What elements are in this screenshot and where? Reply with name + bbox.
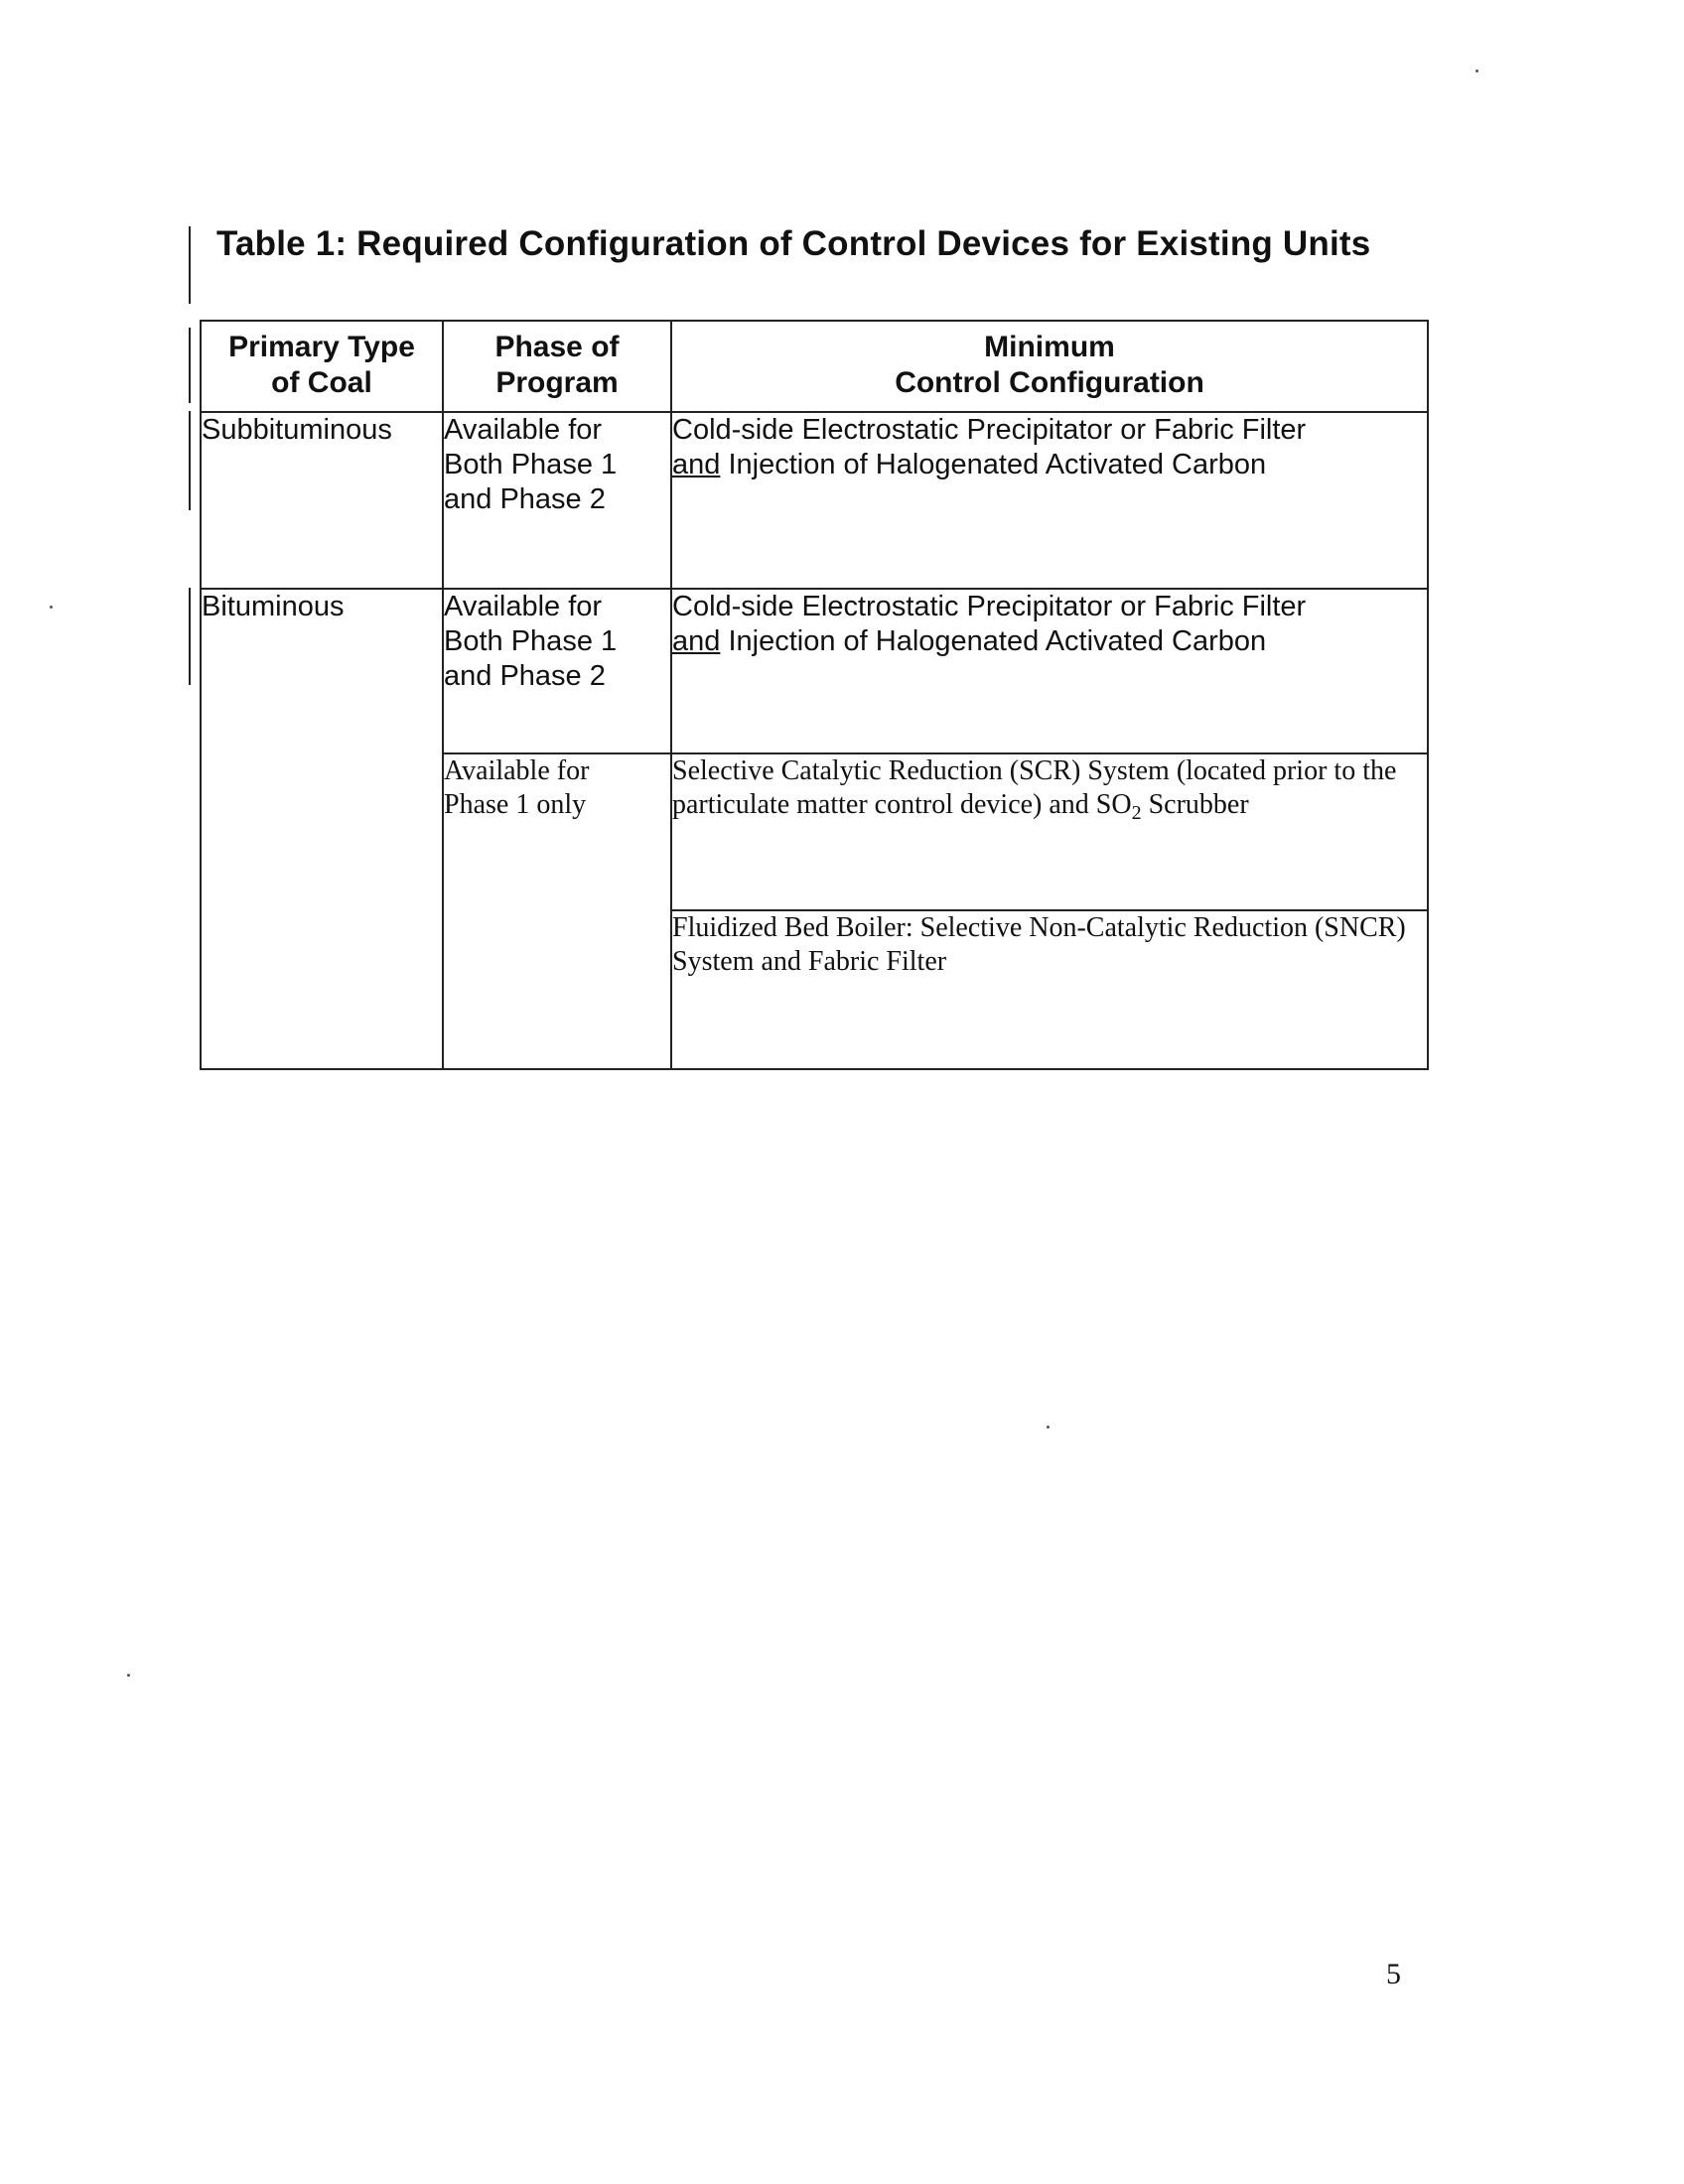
header-coal-line2: of Coal (271, 366, 372, 399)
page-number: 5 (1386, 1958, 1401, 1990)
control-configuration-table (200, 320, 1429, 1070)
config-text: Fluidized Bed Boiler: Selective Non-Catalytic Reduction (SNCR) System and Fabric Filter (672, 912, 1406, 977)
cell-config-bituminous-a (671, 589, 1428, 753)
phase-line: Both Phase 1 (444, 625, 618, 657)
header-phase-line2: Program (495, 366, 619, 399)
scan-speck (1047, 1426, 1050, 1429)
phase-line: Available for (444, 414, 603, 446)
revision-bar-title (189, 226, 191, 304)
cell-phase-bituminous-a (443, 589, 671, 753)
revision-bar-bituminous (189, 588, 191, 685)
header-config-line2: Control Configuration (895, 366, 1204, 399)
cell-coal-bituminous (201, 589, 443, 1069)
header-minimum-control-configuration (671, 321, 1428, 412)
config-text: Injection of Halogenated Activated Carbon (720, 449, 1267, 480)
header-primary-type-of-coal (201, 321, 443, 412)
underlined-and: and (672, 625, 721, 657)
phase-line: and Phase 2 (444, 660, 606, 692)
table-row-subbituminous (201, 412, 1428, 589)
scan-speck (127, 1674, 130, 1677)
subscript-2: 2 (1131, 802, 1142, 824)
scan-speck (1475, 69, 1478, 72)
coal-type-label: Subbituminous (202, 414, 392, 446)
config-text-tail: Scrubber (1141, 789, 1249, 820)
coal-type-label: Bituminous (202, 591, 345, 622)
revision-bar-header (189, 328, 191, 403)
cell-coal-subbituminous (201, 412, 443, 589)
cell-config-bituminous-c (671, 910, 1428, 1069)
cell-phase-bituminous-b (443, 753, 671, 1069)
phase-line: Both Phase 1 (444, 449, 618, 480)
header-coal-line1: Primary Type (228, 331, 415, 363)
phase-line: Available for (444, 755, 590, 786)
phase-line: and Phase 2 (444, 483, 606, 515)
table-row-bituminous-a (201, 589, 1428, 753)
underlined-and: and (672, 449, 721, 480)
header-phase-line1: Phase of (494, 331, 620, 363)
header-row (201, 321, 1428, 412)
config-text-main: Selective Catalytic Reduction (SCR) System (located prior to the particulate matter control device) and SO (672, 755, 1397, 820)
revision-bar-subbituminous (189, 411, 191, 510)
header-phase-of-program (443, 321, 671, 412)
config-line (672, 448, 1427, 482)
config-text: Injection of Halogenated Activated Carbon (720, 625, 1267, 657)
cell-config-subbituminous (671, 412, 1428, 589)
phase-line: Phase 1 only (444, 789, 587, 820)
config-line (672, 624, 1427, 659)
cell-config-bituminous-b (671, 753, 1428, 910)
cell-phase-subbituminous (443, 412, 671, 589)
header-config-line1: Minimum (984, 331, 1115, 363)
config-line: Cold-side Electrostatic Precipitator or Fabric Filter (672, 414, 1307, 446)
scan-speck (50, 606, 53, 609)
table-title: Table 1: Required Configuration of Control Devices for Existing Units (216, 224, 1371, 263)
config-text (672, 754, 1427, 822)
config-line: Cold-side Electrostatic Precipitator or Fabric Filter (672, 591, 1307, 622)
phase-line: Available for (444, 591, 603, 622)
